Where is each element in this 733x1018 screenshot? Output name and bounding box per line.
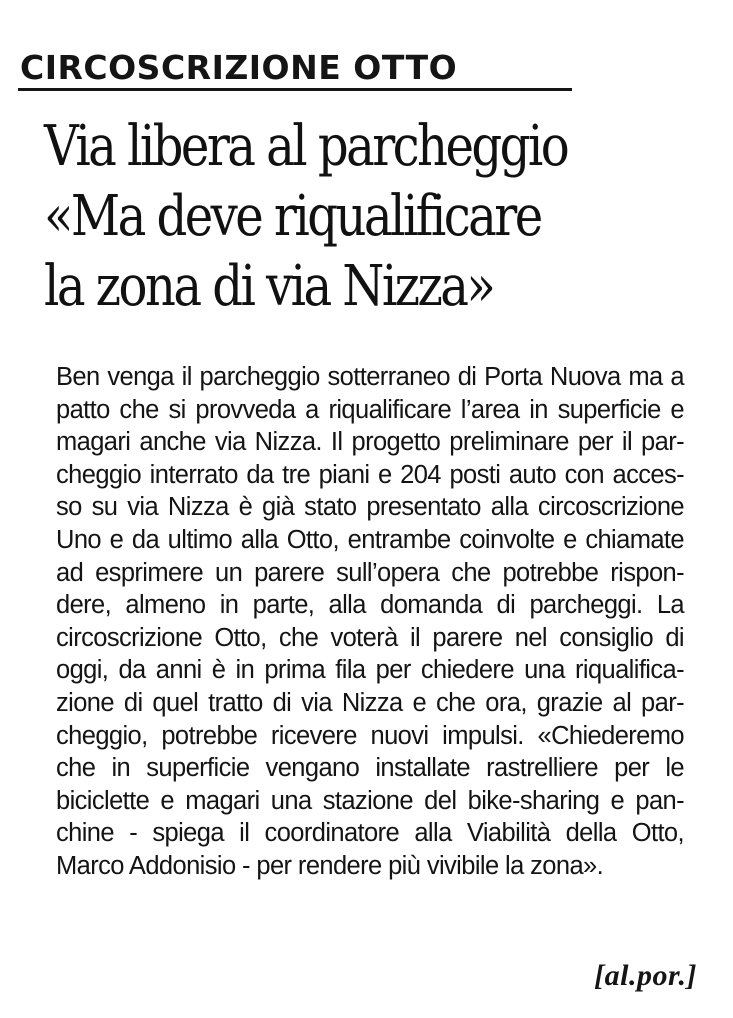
author-byline: [al.por.] bbox=[594, 959, 697, 992]
headline-line: Via libera al parcheggio bbox=[44, 114, 568, 179]
article-body bbox=[56, 361, 696, 883]
body-line: Uno e da ultimo alla Otto, entrambe coinvolte e chiamate bbox=[56, 525, 684, 554]
body-line: circoscrizione Otto, che voterà il parere nel consiglio di bbox=[56, 623, 684, 652]
body-line: cheggio interrato da tre piani e 204 posti auto con acces- bbox=[56, 460, 684, 489]
headline bbox=[44, 112, 620, 322]
body-line: chine - spiega il coordinatore alla Viabilità della Otto, bbox=[56, 819, 684, 848]
body-line: biciclette e magari una stazione del bike-sharing e pan- bbox=[56, 786, 684, 815]
body-line: Marco Addonisio - per rendere più vivibile la zona». bbox=[56, 851, 604, 880]
body-line: ad esprimere un parere sull’opera che potrebbe rispon- bbox=[56, 558, 684, 587]
body-line: dere, almeno in parte, alla domanda di parcheggi. La bbox=[56, 591, 684, 620]
body-line: oggi, da anni è in prima fila per chiedere una riqualifica- bbox=[56, 656, 684, 685]
body-line: patto che si provveda a riqualificare l’area in superficie e bbox=[56, 395, 684, 424]
section-kicker: CIRCOSCRIZIONE OTTO bbox=[18, 48, 572, 91]
headline-line: «Ma deve riqualificare bbox=[44, 184, 541, 249]
body-line: so su via Nizza è già stato presentato alla circoscrizione bbox=[56, 493, 684, 522]
body-line: zione di quel tratto di via Nizza e che ora, grazie al par- bbox=[56, 688, 684, 717]
body-line: Ben venga il parcheggio sotterraneo di Porta Nuova ma a bbox=[56, 363, 684, 391]
body-line: magari anche via Nizza. Il progetto preliminare per il par- bbox=[56, 428, 684, 457]
body-line: cheggio, potrebbe ricevere nuovi impulsi. «Chiederemo bbox=[56, 721, 684, 750]
headline-line: la zona di via Nizza» bbox=[44, 254, 494, 319]
body-line: che in superficie vengano installate rastrelliere per le bbox=[56, 754, 684, 783]
